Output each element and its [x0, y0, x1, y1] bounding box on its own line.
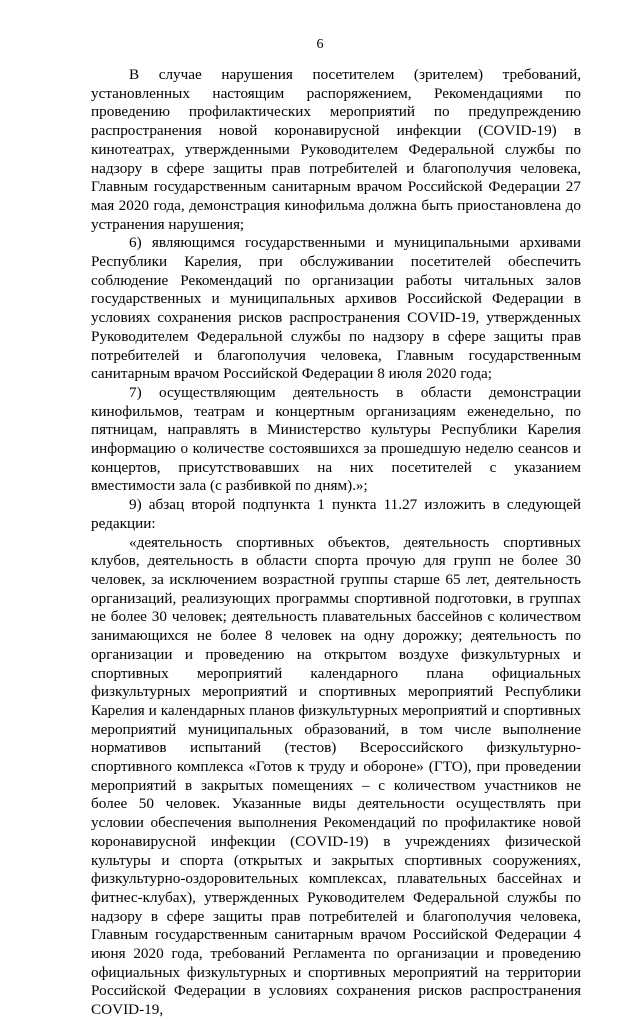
paragraph-item-7-cinemas-theatres: 7) осуществляющим деятельность в области демонстрации кинофильмов, театрам и концертным организациям еженедельно, по пятницам, направлять в Министерство культуры Республики Карелия информацию о количестве состоявшихся за прошедшую неделю сеансов и концертов, присутствовавших на них посетителей с указанием вместимости зала (с разбивкой по дням).»;: [91, 383, 581, 495]
paragraph-item-9-amendment: 9) абзац второй подпункта 1 пункта 11.27 изложить в следующей редакции:: [91, 496, 581, 532]
paragraph-item-6-archives: 6) являющимся государственными и муниципальными архивами Республики Карелия, при обслуживании посетителей обеспечить соблюдение Рекомендаций по организации работы читальных залов государственных и муниципальных архивов Российской Федерации в условиях сохранения рисков распространения COVID-19, утвержденных Руководителем Федеральной службы по надзору в сфере защиты прав потребителей и благополучия человека, Главным государственным санитарным врачом Российской Федерации 8 июля 2020 года;: [91, 234, 581, 383]
document-body: [91, 66, 581, 1020]
paragraph-sports-activities: «деятельность спортивных объектов, деятельность спортивных клубов, деятельность в области спорта прочую для групп не более 30 человек, за исключением возрастной группы старше 65 лет, деятельность организаций, реализующих программы спортивной подготовки, в группах не более 30 человек; деятельность плавательных бассейнов с количеством занимающихся не более 8 человек на одну дорожку; деятельность по организации и проведению на открытом воздухе физкультурных и спортивных мероприятий календарного плана официальных физкультурных мероприятий и спортивных мероприятий Республики Карелия и календарных планов физкультурных мероприятий и спортивных мероприятий муниципальных образований, в том числе выполнение нормативов испытаний (тестов) Всероссийского физкультурно-спортивного комплекса «Готов к труду и обороне» (ГТО), при проведении мероприятий в закрытых помещениях – с количеством участников не более 50 человек. Указанные виды деятельности осуществлять при условии обеспечения выполнения Рекомендаций по профилактике новой коронавирусной инфекции (COVID-19) в учреждениях физической культуры и спорта (открытых и закрытых спортивных сооружениях, физкультурно-оздоровительных комплексах, плавательных бассейнах и фитнес-клубах), утвержденных Руководителем Федеральной службы по надзору в сфере защиты прав потребителей и благополучия человека, Главным государственным санитарным врачом Российской Федерации 4 июня 2020 года, требований Регламента по организации и проведению официальных физкультурных и спортивных мероприятий на территории Российской Федерации в условиях сохранения рисков распространения COVID-19,: [91, 533, 581, 1019]
page-number: 6: [316, 37, 324, 52]
paragraph-kinoteatr-violation: В случае нарушения посетителем (зрителем) требований, установленных настоящим распоряжением, Рекомендациями по проведению профилактических мероприятий по предупреждению распространения новой коронавирусной инфекции (COVID-19) в кинотеатрах, утвержденными Руководителем Федеральной службы по надзору в сфере защиты прав потребителей и благополучия человека, Главным государственным санитарным врачом Российской Федерации 27 мая 2020 года, демонстрация кинофильма должна быть приостановлена до устранения нарушения;: [91, 66, 581, 233]
